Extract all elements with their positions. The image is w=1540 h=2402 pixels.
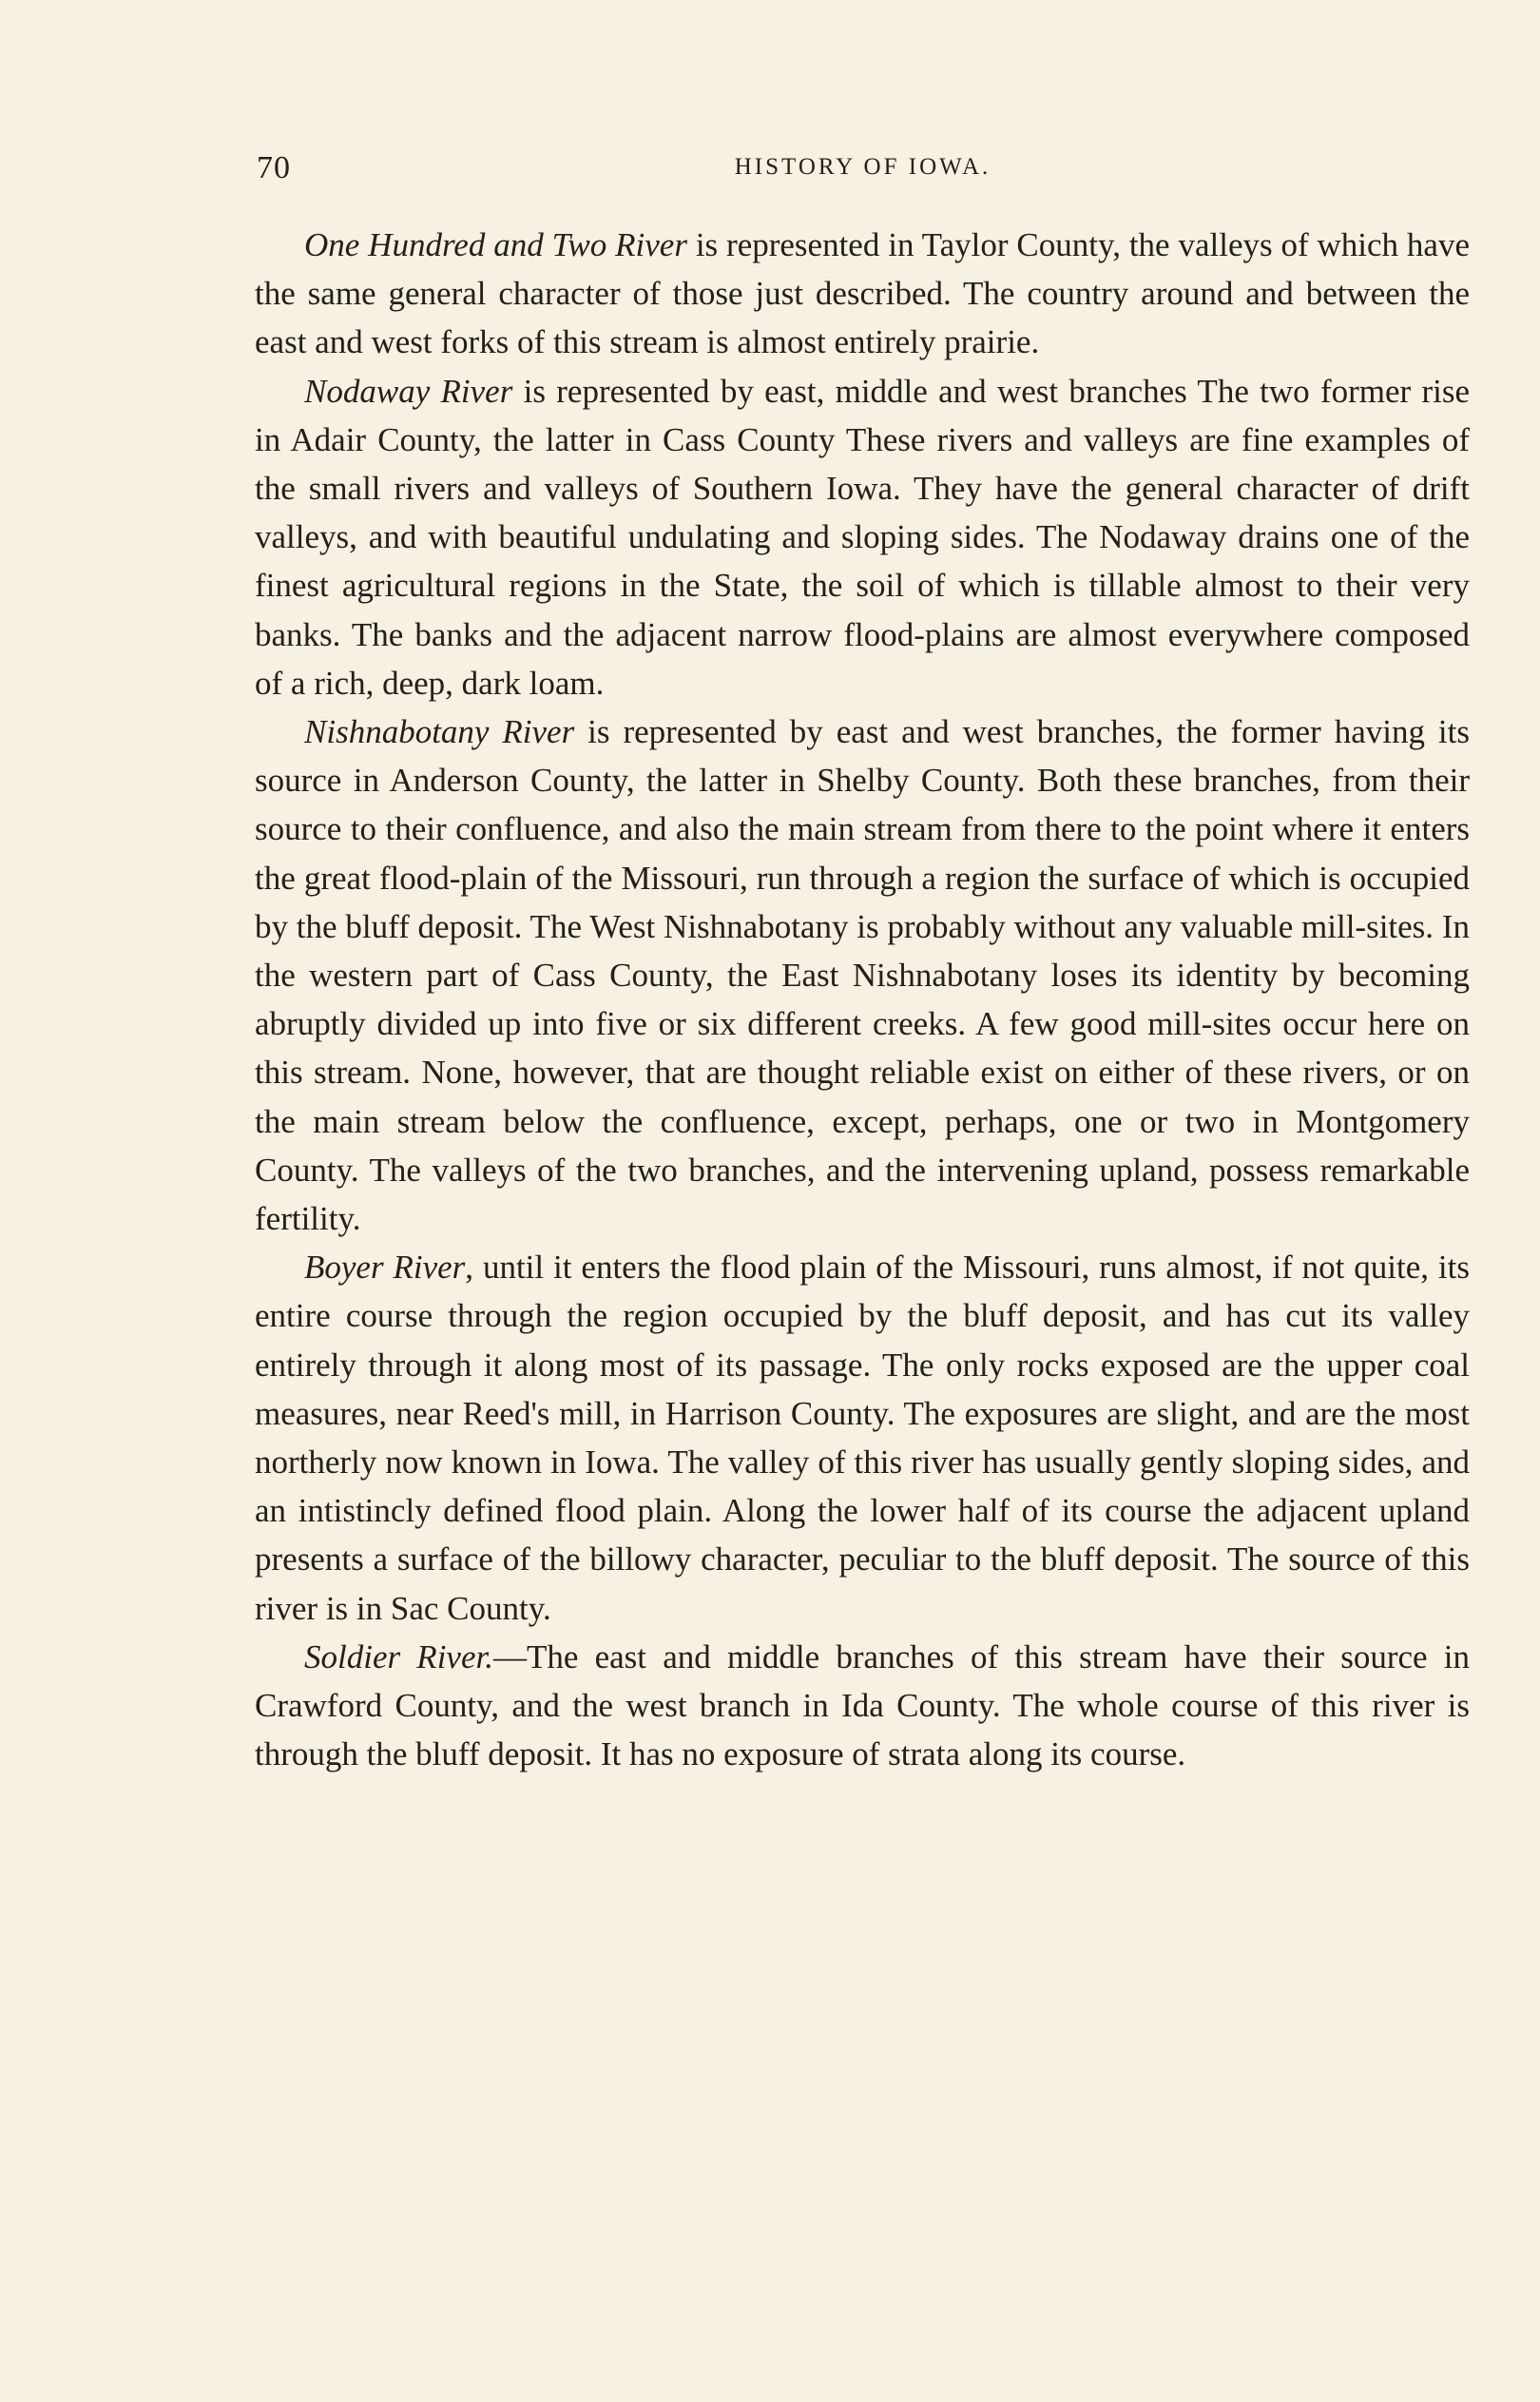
page-number: 70 — [257, 150, 291, 185]
paragraph-one-hundred-and-two-river — [255, 221, 1470, 367]
paragraph-text: is represented by east, middle and west branches The two former rise in Adair County, the latter in Cass County These rivers and valleys are fine examples of the small rivers and valleys of Southern Iowa. They have the general character of drift valleys, and with beautiful undulating and sloping sides. The Nodaway drains one of the finest agricultural regions in the State, the soil of which is tillable almost to their very banks. The banks and the adjacent narrow flood-plains are almost everywhere composed of a rich, deep, dark loam. — [255, 372, 1470, 702]
paragraph-text: , until it enters the flood plain of the Missouri, runs almost, if not quite, its entire course through the region occupied by the bluff deposit, and has cut its valley entirely through it along most of its passage. The only rocks exposed are the upper coal measures, near Reed's mill, in Harrison County. The exposures are slight, and are the most northerly now known in Iowa. The valley of this river has usually gently sloping sides, and an intistincly defined flood plain. Along the lower half of its course the adjacent upland presents a surface of the billowy character, peculiar to the bluff deposit. The source of this river is in Sac County. — [255, 1249, 1470, 1627]
river-name: One Hundred and Two River — [304, 226, 687, 263]
paragraph-text: is represented in Taylor County, the valleys of which have the same general character of those just described. The country around and between the east and west forks of this stream is almost entirely prairie. — [255, 226, 1470, 361]
river-name: Nishnabotany River — [304, 713, 575, 751]
body-text — [255, 221, 1470, 1779]
river-name: Boyer River — [304, 1249, 466, 1287]
page-header — [257, 150, 1469, 188]
paragraph-soldier-river — [255, 1633, 1470, 1779]
paragraph-text: —The east and middle branches of this stream have their source in Crawford County, and the west branch in Ida County. The whole course of this river is through the bluff deposit. It has no exposure of strata along its course. — [255, 1637, 1470, 1773]
paragraph-text: is represented by east and west branches, the former having its source in Anderson County, the latter in Shelby County. Both these branches, from their source to their confluence, and also the main stream from there to the point where it enters the great flood-plain of the Missouri, run through a region the surface of which is occupied by the bluff deposit. The West Nishnabotany is probably without any valuable mill-sites. In the western part of Cass County, the East Nishnabotany loses its identity by becoming abruptly divided up into five or six different creeks. A few good mill-sites occur here on this stream. None, however, that are thought reliable exist on either of these rivers, or on the main stream below the confluence, except, perhaps, one or two in Montgomery County. The valleys of the two branches, and the intervening upland, possess remarkable fertility. — [255, 713, 1471, 1238]
paragraph-nodaway-river — [255, 367, 1470, 707]
river-name: Nodaway River — [304, 372, 513, 410]
paragraph-boyer-river — [255, 1243, 1470, 1633]
running-head: HISTORY OF IOWA. — [734, 154, 991, 180]
river-name: Soldier River. — [304, 1637, 493, 1676]
paragraph-nishnabotany-river — [255, 707, 1470, 1243]
